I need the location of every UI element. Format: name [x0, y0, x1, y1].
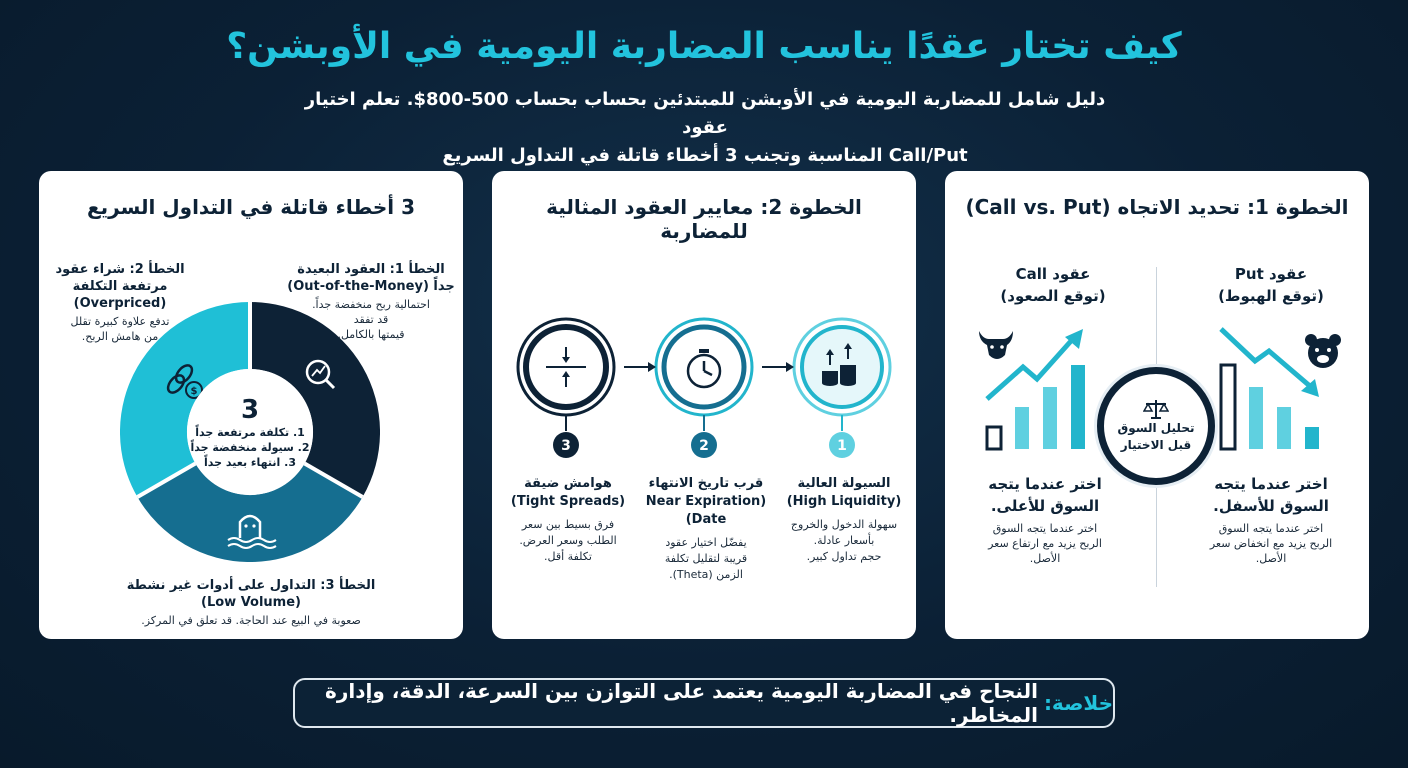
put-choose: اختر عندما يتجه السوق للأسفل. — [1213, 475, 1329, 515]
mistake-2: الخطأ 2: شراء عقود مرتفعة التكلفة (Overpriced) تدفع علاوة كبيرة تقلل من هامش الربح. — [55, 262, 185, 343]
center-line-1: تحليل السوق — [1117, 421, 1195, 435]
spreads-step-circle — [518, 319, 614, 415]
put-chart — [1215, 321, 1365, 451]
call-label-sub: (توقع الصعود) — [1000, 287, 1106, 305]
market-analysis-circle — [1097, 367, 1215, 485]
step-badge-1-num: 1 — [837, 438, 847, 454]
conclusion-text: النجاح في المضاربة اليومية يعتمد على التوازن بين السرعة، الدقة، وإدارة المخاطر. — [325, 679, 1038, 727]
donut-center: 3 1. تكلفة مرتفعة جداً 2. سيولة منخفضة جداً 3. انتهاء بعيد جداً — [187, 369, 313, 495]
mistakes-title: 3 أخطاء قاتلة في التداول السريع — [86, 195, 415, 219]
call-bar-2 — [1015, 407, 1029, 449]
put-bar-4 — [1305, 427, 1319, 449]
step1-panel — [945, 171, 1369, 639]
step2-flow — [492, 311, 916, 461]
step2-title: الخطوة 2: معايير العقود المثالية للمضاربة — [546, 195, 862, 243]
bull-icon — [979, 331, 1013, 359]
svg-text:$: $ — [190, 386, 198, 397]
call-bar-1 — [987, 427, 1001, 449]
put-label-sub: (توقع الهبوط) — [1218, 287, 1324, 305]
mistake-3: الخطأ 3: التداول على أدوات غير نشطة (Low Volume) صعوبة في البيع عند الحاجة. قد تعلق في المركز. — [126, 578, 376, 627]
step2-panel — [492, 171, 916, 639]
step-liquidity-text: السيولة العالية (High Liquidity) سهولة الدخول والخروج بأسعار عادلة. حجم تداول كبير. — [786, 476, 902, 563]
call-label: عقود Call — [1015, 265, 1091, 283]
page-title: كيف تختار عقدًا يناسب المضاربة اليومية في الأوبشن؟ — [226, 26, 1182, 67]
conclusion-label: خلاصة: — [1043, 691, 1113, 715]
put-label: عقود Put — [1234, 265, 1308, 283]
call-column — [963, 263, 1143, 307]
call-choose: اختر عندما يتجه السوق للأعلى. — [988, 475, 1102, 515]
step-badge-3-num: 3 — [561, 438, 571, 454]
bear-icon — [1305, 334, 1341, 368]
expiration-step-circle — [656, 319, 752, 415]
mistake-1: الخطأ 1: العقود البعيدة جداً (Out-of-the-Money) احتمالية ربح منخفضة جداً. قد تفقد قيمتها بالكامل. — [287, 262, 455, 341]
liquidity-step-circle — [794, 319, 890, 415]
center-line-2: قبل الاختيار — [1120, 438, 1192, 452]
step-badge-2-num: 2 — [699, 438, 709, 454]
call-desc: اختر عندما يتجه السوق الربح يزيد مع ارتفاع سعر الأصل. — [988, 522, 1102, 565]
scale-icon — [1143, 398, 1169, 420]
call-bar-3 — [1043, 387, 1057, 449]
call-bar-4 — [1071, 365, 1085, 449]
put-bar-2 — [1249, 387, 1263, 449]
put-column — [1181, 263, 1361, 307]
subtitle-line-1: دليل شامل للمضاربة اليومية في الأوبشن للمبتدئين بحساب بحساب 500-800$. تعلم اختيار عقود — [304, 89, 1106, 138]
step1-title: الخطوة 1: تحديد الاتجاه (Call vs. Put) — [965, 195, 1349, 219]
step-spreads-text: هوامش ضيقة (Tight Spreads) فرق بسيط بين سعر الطلب وسعر العرض. تكلفة أقل. — [510, 476, 626, 563]
put-bar-3 — [1277, 407, 1291, 449]
step-expiration-text: قرب تاريخ الانتهاء (Near Expiration Date) يفضّل اختيار عقود قريبة لتقليل تكلفة الزمن (Theta). — [645, 476, 767, 581]
donut-center-number: 3 — [240, 394, 260, 425]
conclusion-box — [293, 678, 1115, 728]
put-desc: اختر عندما يتجه السوق الربح يزيد مع انخفاض سعر الأصل. — [1209, 522, 1333, 565]
put-bar-1 — [1221, 365, 1235, 449]
mistakes-panel — [39, 171, 463, 639]
page-subtitle — [300, 86, 1110, 170]
subtitle-line-2: Call/Put المناسبة وتجنب 3 أخطاء قاتلة في التداول السريع — [442, 145, 968, 166]
